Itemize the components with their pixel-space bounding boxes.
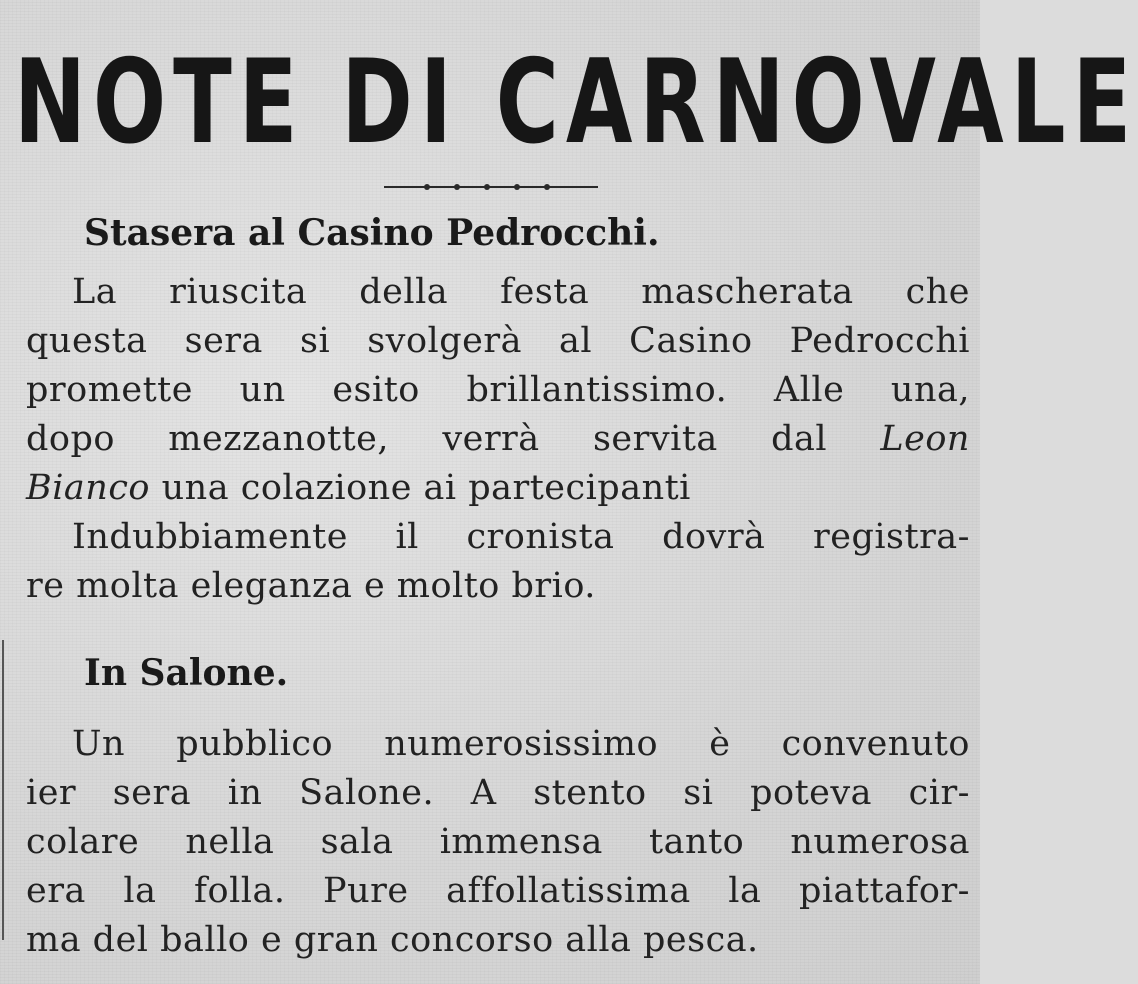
paragraph-line: questa sera si svolgerà al Casino Pedrocchi [26,321,970,361]
paragraph-line: ma del ballo e gran concorso alla pesca. [26,920,759,960]
italic-name: Leon [880,419,970,459]
paragraph-text: una colazione ai partecipanti [161,468,691,508]
divider-dot [514,184,520,190]
paragraph-line: Un pubblico numerosissimo è convenuto [72,724,970,764]
section-heading-pedrocchi: Stasera al Casino Pedrocchi. [84,212,660,254]
paragraph-line: colare nella sala immensa tanto numerosa [26,822,970,862]
paragraph-line: ier sera in Salone. A stento si poteva cir- [26,773,970,813]
divider-dot [544,184,550,190]
paragraph-line: La riuscita della festa mascherata che [72,272,970,312]
divider-dot [424,184,430,190]
paragraph-line: Indubbiamente il cronista dovrà registra- [72,517,970,557]
section-heading-salone: In Salone. [84,652,289,694]
paragraph-line: promette un esito brillantissimo. Alle una, [26,370,970,410]
paragraph-line: era la folla. Pure affollatissima la piattafor- [26,871,970,911]
headline-divider [384,184,598,190]
divider-dot [454,184,460,190]
paragraph-line-with-italic [26,415,970,464]
column-rule [2,640,4,940]
italic-name: Bianco [26,468,150,508]
divider-dot [484,184,490,190]
paragraph-text: dopo mezzanotte, verrà servita dal [26,419,828,459]
divider-line [384,186,598,188]
paragraph-line: re molta eleganza e molto brio. [26,566,596,606]
article-headline: NOTE DI CARNOVALE [14,35,1138,171]
paragraph-line-with-italic [26,464,970,513]
